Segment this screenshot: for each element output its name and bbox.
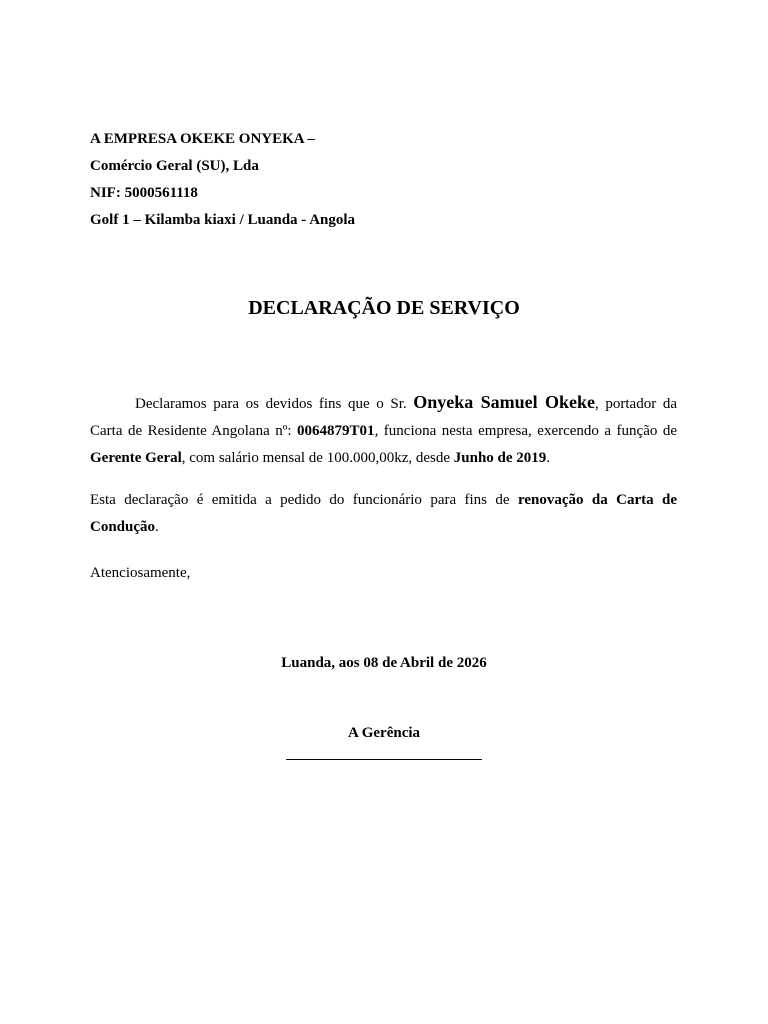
place-and-date: Luanda, aos 08 de Abril de 2026 — [281, 655, 487, 671]
company-name: A EMPRESA OKEKE ONYEKA – — [90, 131, 316, 147]
residence-card-number: 0064879T01 — [297, 423, 375, 439]
company-header — [90, 126, 355, 234]
purpose-paragraph — [90, 487, 677, 541]
employment-start-date: Junho de 2019 — [453, 450, 547, 466]
purpose-text-1: Esta declaração é emitida a pedido do funcionário para fins de — [90, 492, 518, 508]
declaration-purpose: renovação da Carta de Condução — [90, 492, 678, 535]
signature-line — [286, 759, 482, 760]
salutation: Atenciosamente, — [90, 565, 191, 581]
declaration-text-5: . — [546, 450, 551, 466]
company-type: Comércio Geral (SU), Lda — [90, 158, 259, 174]
employee-position: Gerente Geral — [90, 450, 182, 466]
document-title: DECLARAÇÃO DE SERVIÇO — [248, 297, 520, 319]
signatory: A Gerência — [347, 725, 421, 741]
declaration-text-1: Declaramos para os devidos fins que o Sr. — [135, 396, 414, 412]
company-address: Golf 1 – Kilamba kiaxi / Luanda - Angola — [90, 212, 356, 228]
employee-name: Onyeka Samuel Okeke — [413, 392, 596, 412]
declaration-text-4: , com salário mensal de 100.000,00kz, desde — [181, 450, 454, 466]
company-nif: NIF: 5000561118 — [90, 185, 198, 201]
declaration-paragraph — [90, 389, 677, 472]
declaration-text-2: , portador da Carta de Residente Angolana nº: — [90, 396, 677, 439]
declaration-text-3: , funciona nesta empresa, exercendo a função de — [374, 423, 677, 439]
purpose-text-2: . — [155, 519, 159, 535]
